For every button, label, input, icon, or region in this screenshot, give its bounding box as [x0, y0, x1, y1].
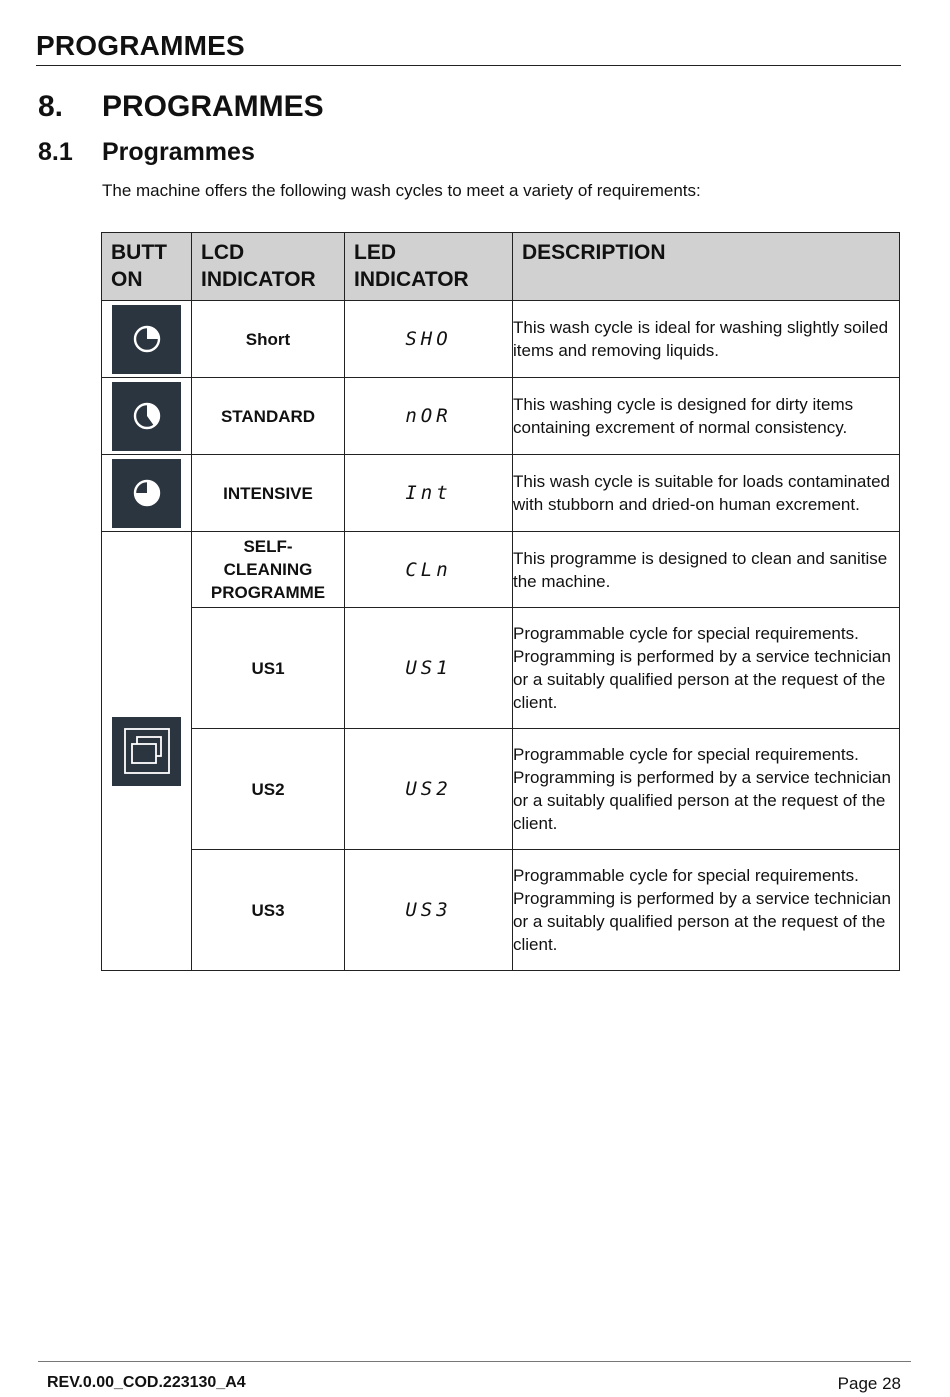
description-cell: This programme is designed to clean and sanitise the machine.: [513, 532, 900, 608]
lcd-cell: US2: [192, 729, 345, 850]
running-header: PROGRAMMES: [36, 30, 901, 66]
lcd-cell: US1: [192, 608, 345, 729]
section-heading: [38, 90, 324, 124]
footer-divider: [38, 1361, 911, 1362]
table-row: [102, 729, 900, 850]
led-cell: Int: [345, 455, 513, 532]
led-cell: US1: [345, 608, 513, 729]
lcd-cell: INTENSIVE: [192, 455, 345, 532]
stacked-windows-icon[interactable]: [112, 717, 181, 786]
description-cell: Programmable cycle for special requirements. Programming is performed by a service technician or a suitably qualified person at the request of the client.: [513, 729, 900, 850]
lcd-cell: STANDARD: [192, 378, 345, 455]
led-cell: US3: [345, 850, 513, 971]
section-title: PROGRAMMES: [102, 90, 324, 123]
header-description: DESCRIPTION: [513, 233, 900, 301]
description-cell: This washing cycle is designed for dirty items containing excrement of normal consistency.: [513, 378, 900, 455]
led-cell: nOR: [345, 378, 513, 455]
table-row: [102, 532, 900, 608]
table-row: [102, 378, 900, 455]
header-button: BUTT ON: [102, 233, 192, 301]
header-lcd-indicator: LCD INDICATOR: [192, 233, 345, 301]
subsection-number: 8.1: [38, 138, 73, 166]
lcd-cell: US3: [192, 850, 345, 971]
description-cell: This wash cycle is suitable for loads contaminated with stubborn and dried-on human excrement.: [513, 455, 900, 532]
footer-page-number: Page 28: [837, 1374, 901, 1393]
lcd-cell: Short: [192, 301, 345, 378]
subsection-heading: [38, 138, 255, 167]
description-cell: This wash cycle is ideal for washing slightly soiled items and removing liquids.: [513, 301, 900, 378]
lcd-cell: SELF- CLEANING PROGRAMME: [192, 532, 345, 608]
table-row: [102, 850, 900, 971]
header-led-indicator: LED INDICATOR: [345, 233, 513, 301]
section-number: 8.: [38, 90, 64, 123]
pie-three-quarter-icon[interactable]: [112, 459, 181, 528]
table-row: [102, 608, 900, 729]
pie-half-icon[interactable]: [112, 382, 181, 451]
button-cell: [102, 378, 192, 455]
pie-quarter-icon[interactable]: [112, 305, 181, 374]
programmes-table: [101, 232, 900, 971]
button-cell: [102, 455, 192, 532]
description-cell: Programmable cycle for special requirements. Programming is performed by a service technician or a suitably qualified person at the request of the client.: [513, 850, 900, 971]
intro-text: The machine offers the following wash cycles to meet a variety of requirements:: [102, 181, 701, 200]
led-cell: US2: [345, 729, 513, 850]
subsection-title: Programmes: [102, 138, 255, 166]
table-row: [102, 301, 900, 378]
table-header-row: [102, 233, 900, 301]
led-cell: SHO: [345, 301, 513, 378]
button-cell: [102, 301, 192, 378]
table-row: [102, 455, 900, 532]
led-cell: CLn: [345, 532, 513, 608]
footer-document-code: REV.0.00_COD.223130_A4: [47, 1374, 246, 1391]
button-cell: [102, 532, 192, 971]
description-cell: Programmable cycle for special requirements. Programming is performed by a service technician or a suitably qualified person at the request of the client.: [513, 608, 900, 729]
